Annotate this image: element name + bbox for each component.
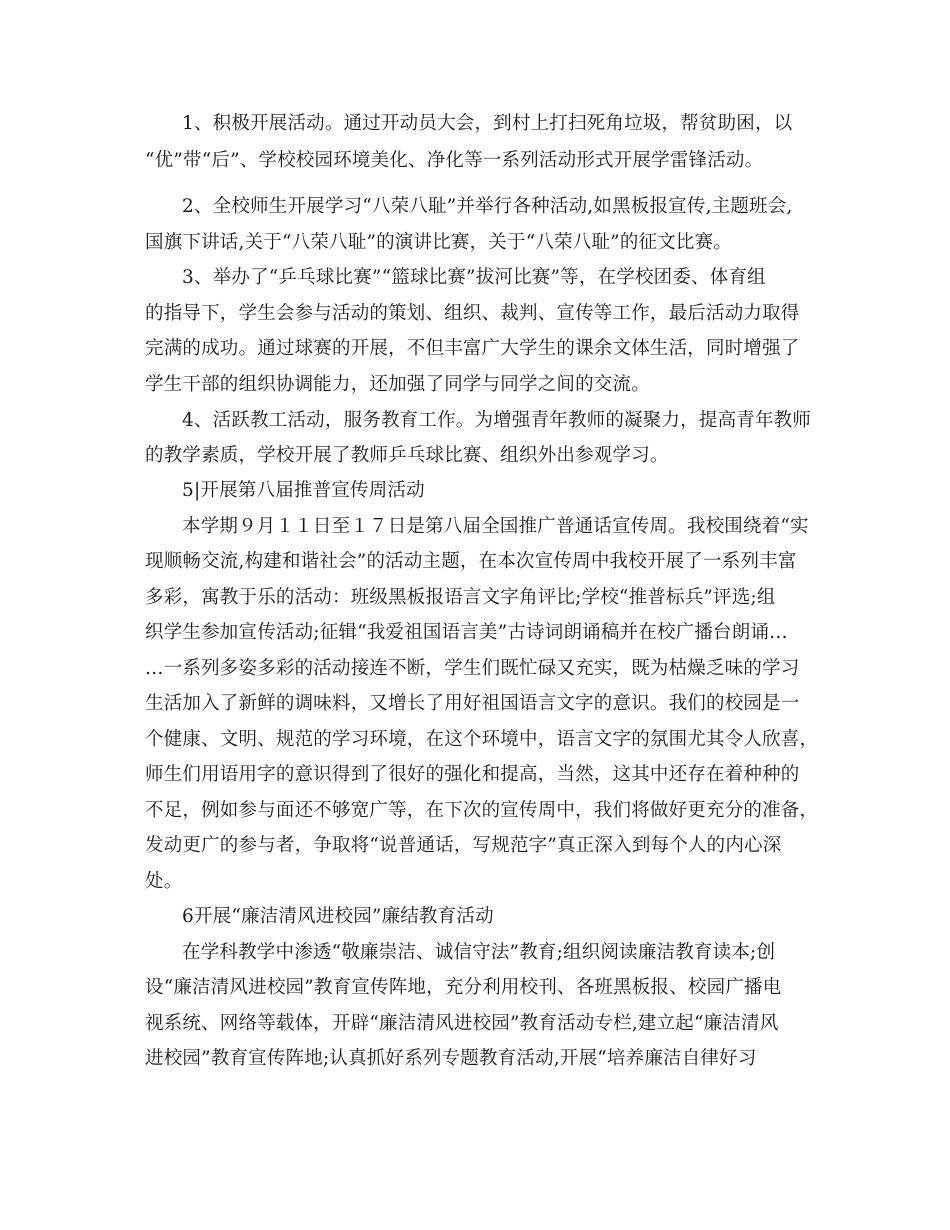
paragraph-2-line-2: 国旗下讲话,关于“八荣八耻”的演讲比赛，关于“八荣八耻”的征文比赛。 (145, 232, 733, 253)
paragraph-5-line-8: 师生们用语用字的意识得到了很好的强化和提高，当然，这其中还存在着种种的 (145, 764, 800, 785)
paragraph-5-line-5: …一系列多姿多彩的活动接连不断，学生们既忙碌又充实，既为枯燥乏味的学习 (145, 658, 800, 679)
paragraph-5-line-2: 现顺畅交流,构建和谐社会”的活动主题，在本次宣传周中我校开展了一系列丰富 (145, 551, 797, 572)
paragraph-2-line-1: 2、全校师生开展学习“八荣八耻”并举行各种活动,如黑板报宣传,主题班会, (182, 196, 793, 217)
paragraph-3-line-4: 学生干部的组织协调能力，还加强了同学与同学之间的交流。 (145, 374, 650, 395)
paragraph-6-line-1: 在学科教学中渗透“敬廉崇洁、诚信守法”教育;组织阅读廉洁教育读本;创 (182, 942, 776, 963)
paragraph-3-line-1: 3、举办了“乒乓球比赛”“篮球比赛”拔河比赛”等，在学校团委、体育组 (182, 267, 766, 288)
paragraph-1-line-2: “优”带“后”、学校校园环境美化、净化等一系列活动形式开展学雷锋活动。 (145, 150, 764, 171)
paragraph-4-line-1: 4、活跃教工活动，服务教育工作。为增强青年教师的凝聚力，提高青年教师 (182, 410, 812, 431)
paragraph-6-line-2: 设“廉洁清风进校园”教育宣传阵地，充分利用校刊、各班黑板报、校园广播电 (145, 977, 782, 998)
paragraph-5-line-6: 生活加入了新鲜的调味料，又增长了用好祖国语言文字的意识。我们的校园是一 (145, 693, 800, 714)
paragraph-5-line-9: 不足，例如参与面还不够宽广等，在下次的宣传周中，我们将做好更充分的准备， (145, 800, 819, 821)
paragraph-1-line-1: 1、积极开展活动。通过开动员大会，到村上打扫死角垃圾，帮贫助困，以 (182, 113, 793, 134)
paragraph-6-line-4: 进校园”教育宣传阵地;认真抓好系列专题教育活动,开展“培养廉洁自律好习 (145, 1048, 757, 1069)
paragraph-3-line-3: 完满的成功。通过球赛的开展，不但丰富广大学生的课余文体生活，同时增强了 (145, 338, 800, 359)
paragraph-3-line-2: 的指导下，学生会参与活动的策划、组织、裁判、宣传等工作，最后活动力取得 (145, 303, 800, 324)
paragraph-5-line-3: 多彩，寓教于乐的活动：班级黑板报语言文字角评比;学校“推普标兵”评选;组 (145, 587, 776, 608)
paragraph-4-line-2: 的教学素质，学校开展了教师乒乓球比赛、组织外出参观学习。 (145, 445, 669, 466)
paragraph-5-line-7: 个健康、文明、规范的学习环境，在这个环境中，语言文字的氛围尤其令人欣喜， (145, 729, 819, 750)
paragraph-5-line-4: 织学生参加宣传活动;征辑“我爱祖国语言美”古诗词朗诵稿并在校广播台朗诵… (145, 622, 788, 643)
paragraph-5-line-1: 本学期９月１１日至１７日是第八届全国推广普通话宣传周。我校围绕着“实 (182, 516, 809, 537)
section-5-heading: 5|开展第八届推普宣传周活动 (182, 480, 425, 501)
paragraph-5-line-11: 处。 (145, 871, 183, 892)
paragraph-5-line-10: 发动更广的参与者，争取将“说普通话，写规范字”真正深入到每个人的内心深 (145, 835, 782, 856)
section-6-heading: 6开展“廉洁清风进校园”廉结教育活动 (182, 906, 494, 927)
paragraph-6-line-3: 视系统、网络等载体，开辟“廉洁清风进校园”教育活动专栏,建立起“廉洁清风 (145, 1013, 779, 1034)
